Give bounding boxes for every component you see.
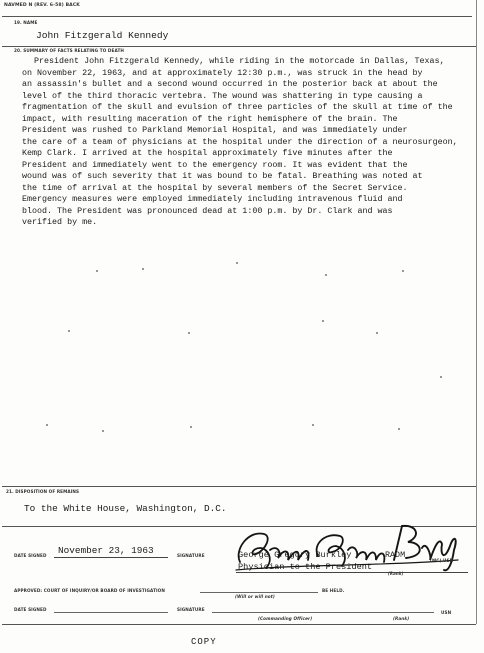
rank-text: RADM <box>385 550 406 560</box>
speck <box>440 376 442 378</box>
speck <box>102 430 104 432</box>
summary-line: President John Fitzgerald Kennedy, while riding in the motorcade in Dallas, Texas, <box>34 56 445 66</box>
summary-line: level of the third thoracic vertebra. The wound was shattering in type causing a <box>22 90 423 101</box>
signer-name: George Gregory Burkley <box>238 550 352 560</box>
speck <box>188 332 190 334</box>
signature-underline <box>236 572 468 573</box>
be-held-label: BE HELD. <box>322 588 345 593</box>
will-or-will-not-label: (Will or will not) <box>235 594 275 599</box>
rank-label: (Rank) <box>388 571 404 576</box>
header-divider <box>2 16 472 17</box>
speck <box>398 428 400 430</box>
summary-line: an assassin's bullet and a second wound occurred in the posterior back at about the <box>22 79 438 89</box>
usn-label: USN <box>441 610 452 615</box>
summary-line: Emergency measures were employed immediately including intravenous fluid and <box>22 194 403 204</box>
summary-line: blood. The President was pronounced dead at 1:00 p.m. by Dr. Clark and was <box>22 205 393 216</box>
speck <box>68 330 70 332</box>
form-number: NAVMED N (REV. 6-58) BACK <box>4 3 80 8</box>
speck <box>376 332 378 334</box>
approved-label: APPROVED: COURT OF INQUIRY/OR BOARD OF INVESTIGATION <box>14 588 165 593</box>
signer-title: Physician to the President <box>238 562 373 572</box>
speck <box>312 424 314 426</box>
approval-underline <box>200 592 318 593</box>
summary-divider <box>2 46 476 47</box>
speck <box>142 268 144 270</box>
summary-line: fragmentation of the skull and evulsion of three particles of the skull at time of the <box>22 102 453 112</box>
summary-line: the care of a team of physicians at the hospital under the direction of a neurosurgeon, <box>22 136 458 147</box>
summary-line: on November 22, 1963, and at approximately 12:30 p.m., was struck in the head by <box>22 67 423 78</box>
date-signed-label: DATE SIGNED <box>14 553 47 558</box>
approval-rank-label: (Rank) <box>393 616 410 621</box>
copy-stamp: COPY <box>191 637 217 647</box>
footer-divider <box>2 624 476 625</box>
approval-date-signed-label: DATE SIGNED <box>14 607 47 612</box>
commanding-officer-label: (Commanding Officer) <box>258 616 313 621</box>
corps-label: (MC) USN <box>430 558 454 563</box>
disposition-text: To the White House, Washington, D.C. <box>24 503 227 514</box>
summary-line: President and immediately went to the emergency room. It was evident that the <box>22 159 408 170</box>
speck <box>96 270 98 272</box>
summary-body <box>22 56 472 229</box>
summary-line: impact, with resulting maceration of the right hemisphere of the brain. The <box>22 113 398 124</box>
summary-line: President was rushed to Parkland Memorial Hospital, and was immediately under <box>22 125 408 135</box>
date-signed-value: November 23, 1963 <box>58 545 154 556</box>
speck <box>325 274 327 276</box>
date-signed-underline <box>54 557 168 558</box>
approval-date-underline <box>54 612 168 613</box>
disposition-divider <box>2 486 476 487</box>
approval-signature-label: SIGNATURE <box>177 607 205 612</box>
right-border <box>476 0 477 624</box>
summary-label: 20. SUMMARY OF FACTS RELATING TO DEATH <box>14 48 125 53</box>
summary-line: verified by me. <box>22 217 98 227</box>
speck <box>46 424 48 426</box>
summary-line: wound was of such severity that it was bound to be fatal. Breathing was noted at <box>22 171 423 181</box>
name-label: 19. NAME <box>14 20 38 25</box>
disposition-label: 21. DISPOSITION OF REMAINS <box>6 489 80 494</box>
speck <box>322 320 324 322</box>
speck <box>402 270 404 272</box>
speck <box>190 426 192 428</box>
summary-line: the time of arrival at the hospital by several members of the Secret Service. <box>22 182 408 193</box>
summary-line: Kemp Clark. I arrived at the hospital approximately five minutes after the <box>22 148 393 158</box>
approval-signature-underline <box>212 612 434 613</box>
speck <box>236 262 238 264</box>
signature-label: SIGNATURE <box>177 553 205 558</box>
patient-name: John Fitzgerald Kennedy <box>36 30 169 41</box>
